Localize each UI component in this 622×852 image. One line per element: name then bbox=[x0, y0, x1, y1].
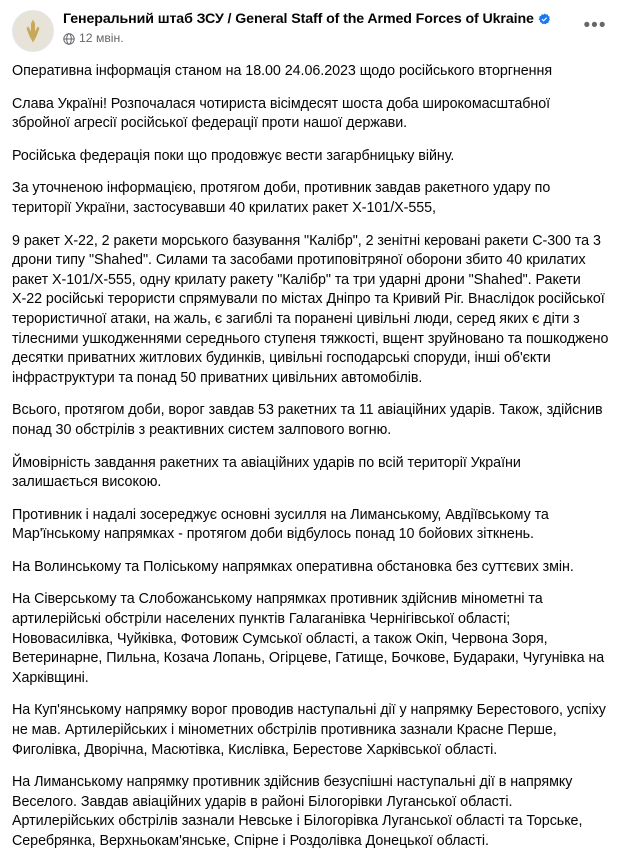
post-more-options-icon[interactable]: ••• bbox=[583, 15, 607, 36]
post-paragraph: 9 ракет Х-22, 2 ракети морського базування "Калібр", 2 зенітні керовані ракети С-300 та 3 дрони типу "Shahed". Силами та засобами протиповітряної оборони збито 40 крилатих ракет Х-101/Х-555, одну крилату ракету "Калібр" та три ударні дрони "Shahed". Ракети Х-22 російські терористи спрямували по містах Дніпро та Кривий Ріг. Внаслідок російської терористичної атаки, на жаль, є загиблі та поранені цивільні люди, серед яких є діти з тілесними ушкодженнями середнього ступеня тяжкості, вщент зруйновано та пошкоджено десятки приватних житлових будинків, цивільні господарські споруди, інші об'єкти інфраструктури та понад 50 приватних цивільних автомобілів. bbox=[12, 232, 609, 386]
post-meta-line bbox=[63, 31, 580, 45]
post-paragraph: На Куп'янському напрямку ворог проводив наступальні дії у напрямку Берестового, успіху не мав. Артилерійських і мінометних обстрілів противника зазнали Красне Перше, Фиголівка, Дворічна, Масютівка, Кислівка, Берестове Харківської області. bbox=[12, 702, 606, 758]
post-paragraph: На Лиманському напрямку противник здійснив безуспішні наступальні дії в напрямку Веселого. Завдав авіаційних ударів в районі Білогорівки Луганської області. Артилерійських обстрілів зазнали Невське і Білогорівка Луганської області та Торське, Серебрянка, Верхньокам'янське, Спірне і Роздолівка Донецької області. bbox=[12, 774, 583, 849]
post-paragraph: Ймовірність завдання ракетних та авіаційних ударів по всій території України залишається високою. bbox=[12, 454, 521, 491]
verified-badge-icon bbox=[538, 13, 551, 26]
post-paragraph: Всього, протягом доби, ворог завдав 53 ракетних та 11 авіаційних ударів. Також, здійснив понад 30 обстрілів з реактивних систем залпового вогню. bbox=[12, 402, 603, 438]
post-paragraph: За уточненою інформацією, протягом доби, противник завдав ракетного удару по території України, застосувавши 40 крилатих ракет Х-101/Х-555, bbox=[12, 180, 551, 216]
post-header bbox=[12, 10, 610, 52]
post-paragraph: На Волинському та Поліському напрямках оперативна обстановка без суттєвих змін. bbox=[12, 558, 574, 575]
post-timestamp[interactable]: 12 мвін. bbox=[79, 31, 124, 45]
globe-icon bbox=[63, 32, 75, 44]
post-body bbox=[12, 62, 610, 852]
post-paragraph: Російська федерація поки що продовжує вести загарбницьку війну. bbox=[12, 147, 455, 164]
post-author-block bbox=[63, 10, 580, 45]
author-name-line bbox=[63, 11, 580, 28]
post-paragraph: Слава Україні! Розпочалася чотириста вісімдесят шоста доба широкомасштабної збройної агресії російської федерації проти нашої держави. bbox=[12, 95, 551, 132]
post-paragraph: На Сіверському та Слобожанському напрямках противник здійснив мінометні та артилерійські обстріли населених пунктів Галаганівка Чернігівської області; Нововасилівка, Чуйківка, Фотовиж Сумської області, а також Окіп, Червона Зоря, Ветеринарне, Пильна, Козача Лопань, Огірцеве, Гатище, Бочкове, Будараки, Чугунівка на Харківщині. bbox=[12, 591, 605, 686]
post-paragraph: Оперативна інформація станом на 18.00 24.06.2023 щодо російського вторгнення bbox=[12, 63, 553, 79]
post-author-name[interactable]: Генеральний штаб ЗСУ / General Staff of the Armed Forces of Ukraine bbox=[63, 11, 534, 27]
avatar[interactable] bbox=[12, 10, 54, 52]
trident-emblem-icon bbox=[25, 20, 42, 43]
post-paragraph: Противник і надалі зосереджує основні зусилля на Лиманському, Авдіївському та Мар'їнському напрямках - протягом доби відбулось понад 10 бойових зіткнень. bbox=[12, 506, 549, 543]
